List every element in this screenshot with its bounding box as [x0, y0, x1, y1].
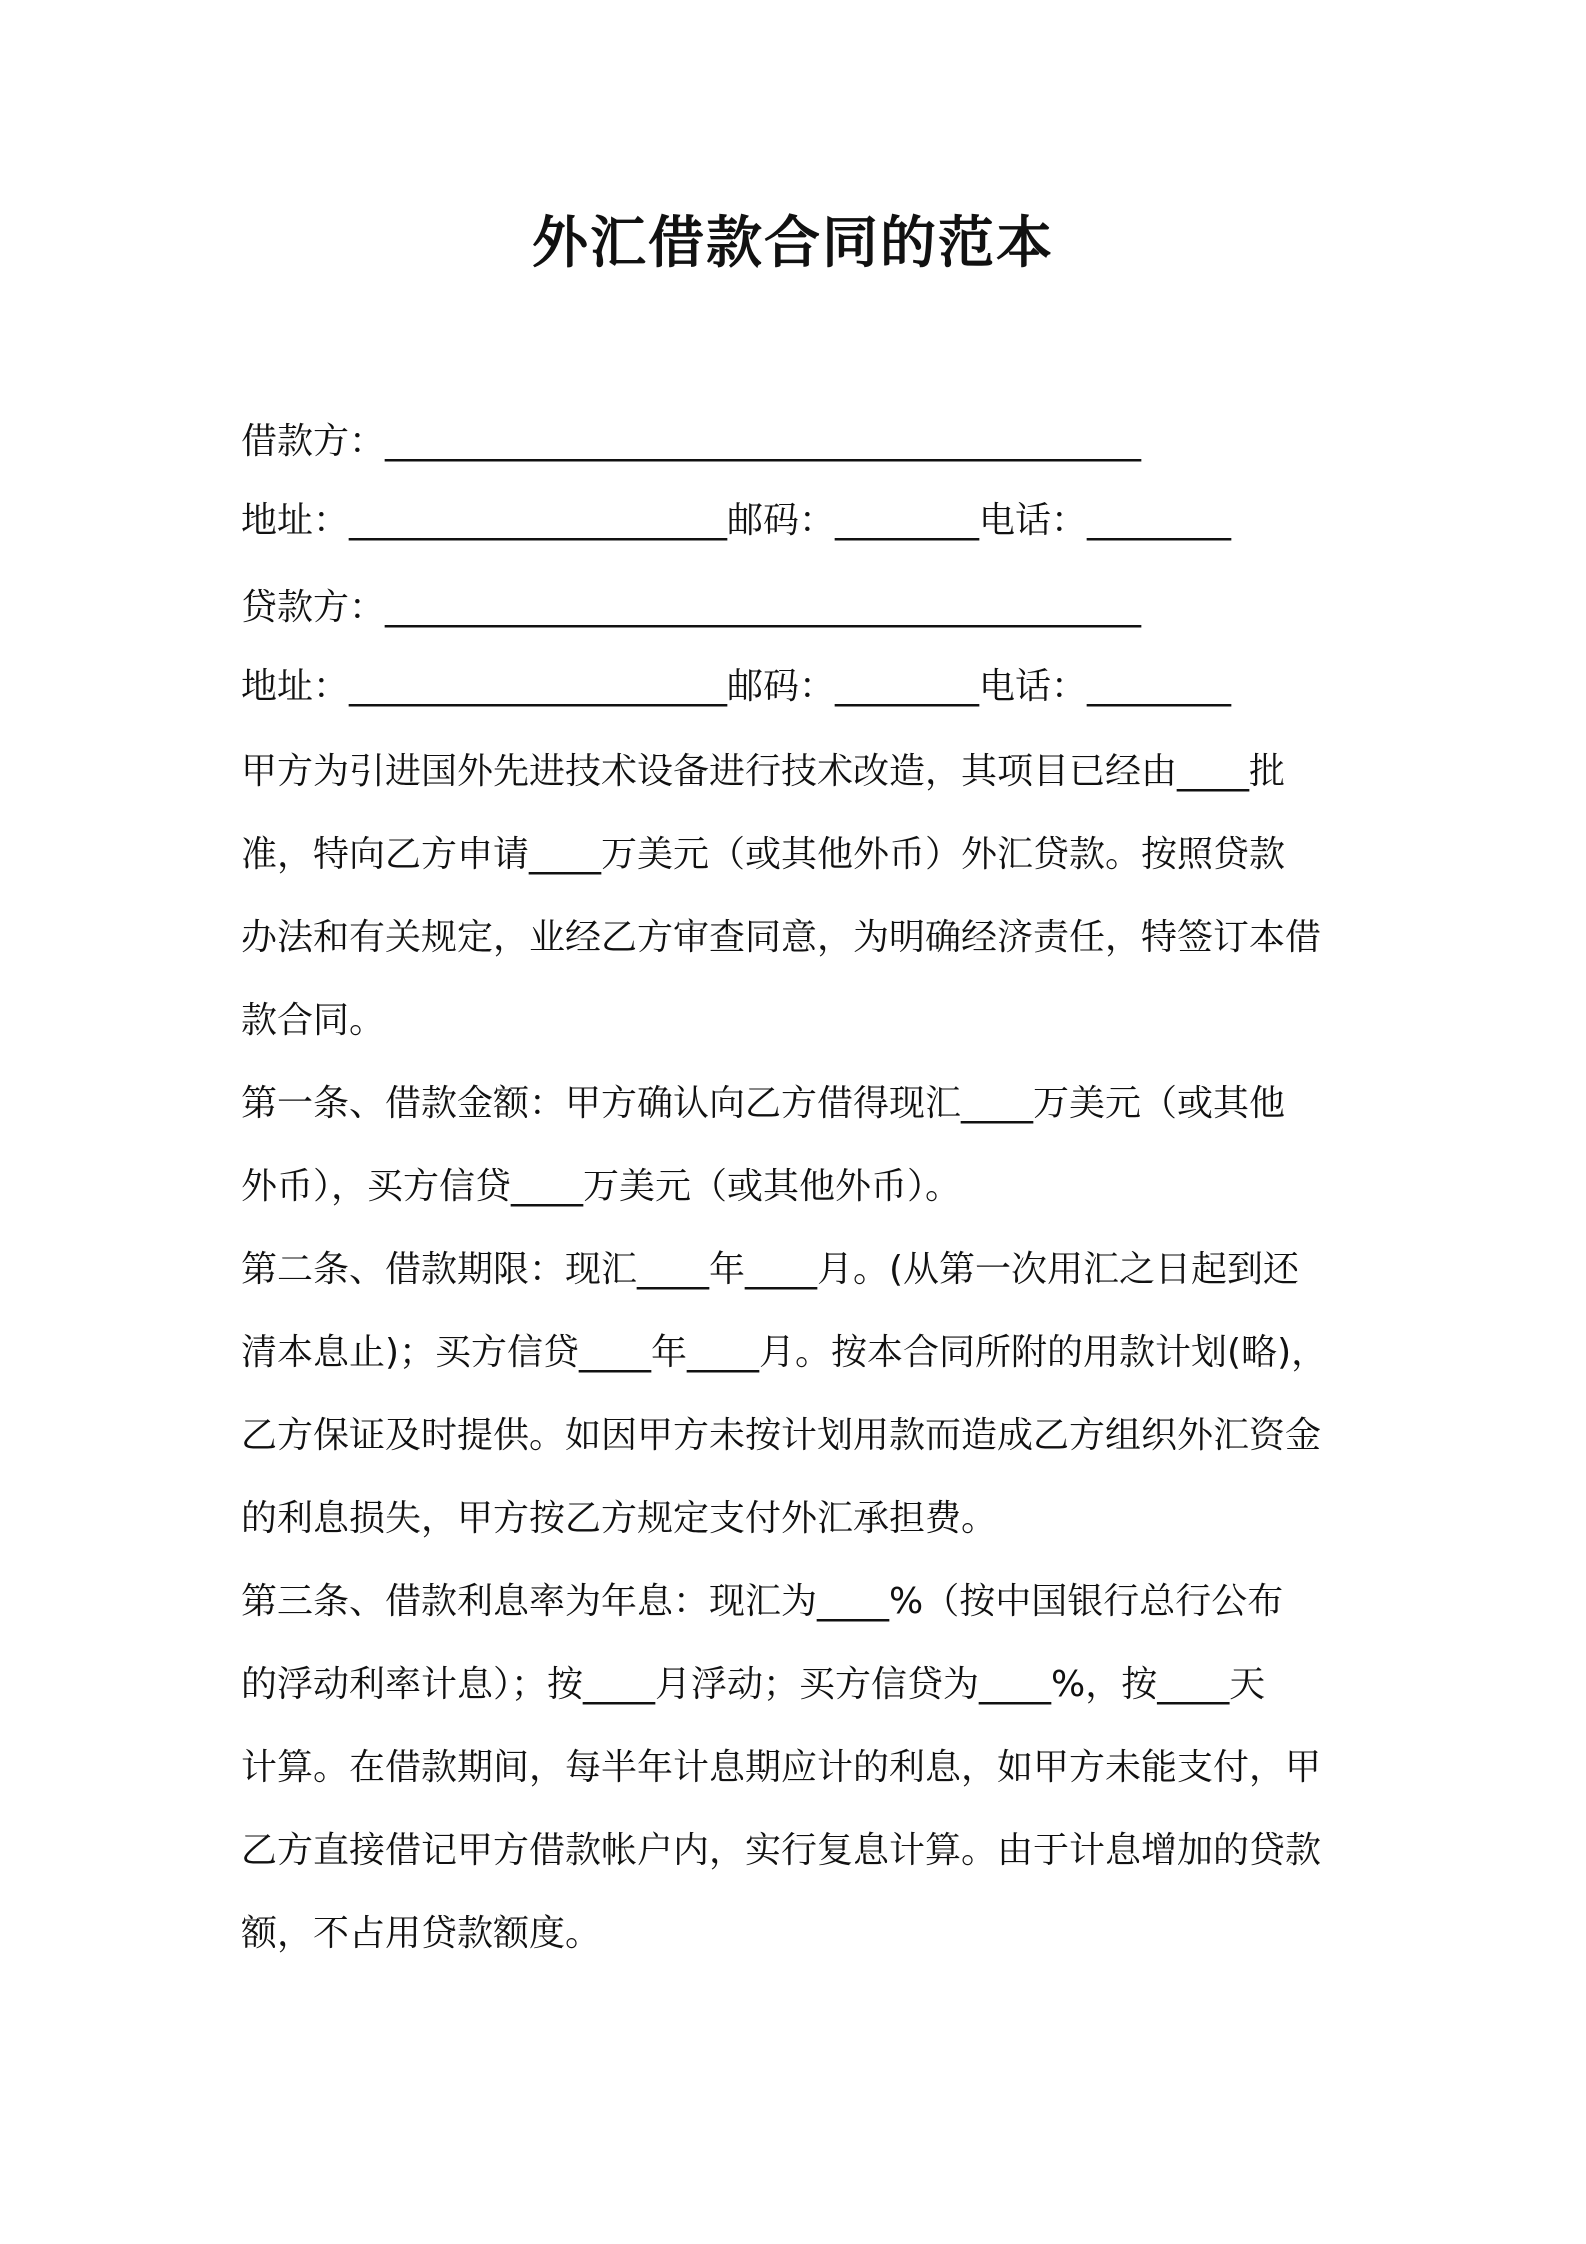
article-3-line-1: 第三条、借款利息率为年息：现汇为____%（按中国银行总行公布 — [241, 1581, 1284, 1622]
borrower-address-line: 地址：_____________________邮码：________电话：________ — [241, 500, 1232, 541]
preamble-line-4: 款合同。 — [241, 1000, 386, 1041]
article-2-line-1: 第二条、借款期限：现汇____年____月。(从第一次用汇之日起到还 — [241, 1249, 1300, 1290]
lender-address-line: 地址：_____________________邮码：________电话：________ — [241, 666, 1232, 707]
article-3-line-5: 额，不占用贷款额度。 — [241, 1913, 602, 1954]
article-2-line-4: 的利息损失，甲方按乙方规定支付外汇承担费。 — [241, 1498, 998, 1539]
article-2-line-3: 乙方保证及时提供。如因甲方未按计划用款而造成乙方组织外汇资金 — [241, 1415, 1322, 1456]
preamble-line-3: 办法和有关规定，业经乙方审查同意，为明确经济责任，特签订本借 — [241, 917, 1322, 958]
article-1-line-2: 外币），买方信贷____万美元（或其他外币）。 — [241, 1166, 962, 1207]
preamble-line-1: 甲方为引进国外先进技术设备进行技术改造，其项目已经由____批 — [241, 751, 1286, 792]
article-3-line-3: 计算。在借款期间，每半年计息期应计的利息，如甲方未能支付，甲 — [241, 1747, 1322, 1788]
preamble-line-2: 准，特向乙方申请____万美元（或其他外币）外汇贷款。按照贷款 — [241, 834, 1286, 875]
borrower-line: 借款方：__________________________________________ — [241, 421, 1142, 462]
article-3-line-4: 乙方直接借记甲方借款帐户内，实行复息计算。由于计息增加的贷款 — [241, 1830, 1322, 1871]
document-title: 外汇借款合同的范本 — [532, 211, 1054, 276]
article-3-line-2: 的浮动利率计息）；按____月浮动；买方信贷为____%，按____天 — [241, 1664, 1266, 1705]
article-1-line-1: 第一条、借款金额：甲方确认向乙方借得现汇____万美元（或其他 — [241, 1083, 1286, 1124]
article-2-line-2: 清本息止)；买方信贷____年____月。按本合同所附的用款计划(略)， — [241, 1332, 1328, 1373]
lender-line: 贷款方：__________________________________________ — [241, 587, 1142, 628]
